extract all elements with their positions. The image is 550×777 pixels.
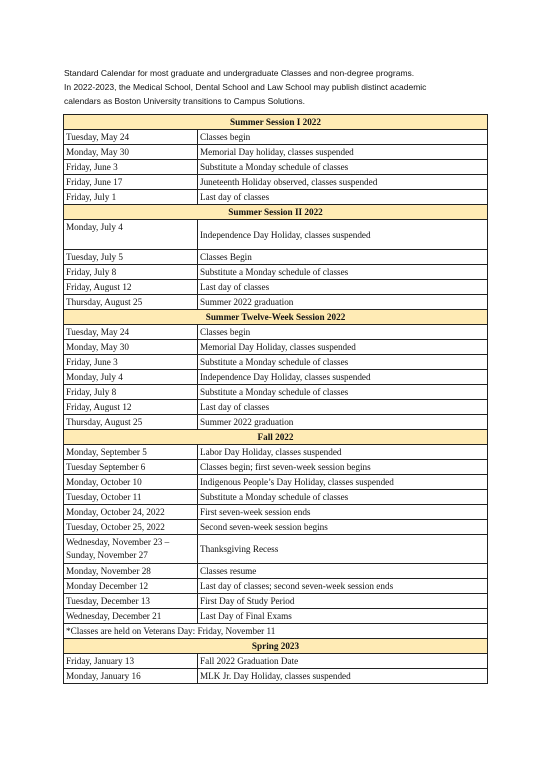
event-cell: First Day of Study Period — [198, 594, 488, 609]
calendar-row — [64, 325, 488, 340]
calendar-row — [64, 564, 488, 579]
date-cell: Thursday, August 25 — [64, 295, 198, 310]
date-cell: Friday, January 13 — [64, 654, 198, 669]
event-cell: Memorial Day Holiday, classes suspended — [198, 340, 488, 355]
date-cell: Thursday, August 25 — [64, 415, 198, 430]
event-cell: Substitute a Monday schedule of classes — [198, 160, 488, 175]
calendar-row — [64, 460, 488, 475]
date-cell: Monday, October 24, 2022 — [64, 505, 198, 520]
event-cell: Last Day of Final Exams — [198, 609, 488, 624]
section-title: Spring 2023 — [64, 639, 488, 654]
date-cell: Monday, July 4 — [64, 220, 198, 250]
date-cell: Tuesday, October 25, 2022 — [64, 520, 198, 535]
event-cell: Second seven-week session begins — [198, 520, 488, 535]
calendar-row — [64, 370, 488, 385]
calendar-row — [64, 265, 488, 280]
calendar-row — [64, 475, 488, 490]
date-cell: Friday, August 12 — [64, 400, 198, 415]
section-title: Summer Session I 2022 — [64, 115, 488, 130]
calendar-row — [64, 445, 488, 460]
veterans-day-note: *Classes are held on Veterans Day: Friday, November 11 — [64, 624, 488, 639]
calendar-row — [64, 579, 488, 594]
date-cell: Friday, August 12 — [64, 280, 198, 295]
event-cell: Classes Begin — [198, 250, 488, 265]
section-header-summer-twelve-week — [64, 310, 488, 325]
section-title: Summer Session II 2022 — [64, 205, 488, 220]
calendar-row — [64, 145, 488, 160]
calendar-row — [64, 654, 488, 669]
event-cell: Substitute a Monday schedule of classes — [198, 265, 488, 280]
calendar-row — [64, 160, 488, 175]
event-cell: Thanksgiving Recess — [198, 535, 488, 564]
calendar-row — [64, 340, 488, 355]
date-cell: Monday December 12 — [64, 579, 198, 594]
event-cell: Labor Day Holiday, classes suspended — [198, 445, 488, 460]
date-cell: Tuesday, July 5 — [64, 250, 198, 265]
calendar-row — [64, 130, 488, 145]
event-cell: Substitute a Monday schedule of classes — [198, 490, 488, 505]
date-cell: Monday, November 28 — [64, 564, 198, 579]
event-cell: Last day of classes — [198, 190, 488, 205]
intro-line: In 2022-2023, the Medical School, Dental School and Law School may publish distinct academic — [64, 82, 427, 92]
event-cell: Substitute a Monday schedule of classes — [198, 355, 488, 370]
section-header-spring — [64, 639, 488, 654]
section-header-summer-2 — [64, 205, 488, 220]
date-cell: Wednesday, November 23 – Sunday, November 27 — [64, 535, 198, 564]
section-title: Fall 2022 — [64, 430, 488, 445]
calendar-row — [64, 669, 488, 684]
event-cell: Juneteenth Holiday observed, classes suspended — [198, 175, 488, 190]
calendar-row — [64, 385, 488, 400]
event-cell: Last day of classes — [198, 280, 488, 295]
calendar-row — [64, 520, 488, 535]
date-cell: Monday, January 16 — [64, 669, 198, 684]
event-cell: MLK Jr. Day Holiday, classes suspended — [198, 669, 488, 684]
date-cell: Monday, May 30 — [64, 340, 198, 355]
event-cell: Indigenous People’s Day Holiday, classes suspended — [198, 475, 488, 490]
calendar-row — [64, 490, 488, 505]
calendar-row — [64, 415, 488, 430]
intro-line: calendars as Boston University transitions to Campus Solutions. — [64, 96, 305, 106]
event-cell: Last day of classes — [198, 400, 488, 415]
date-cell: Monday, October 10 — [64, 475, 198, 490]
calendar-row — [64, 594, 488, 609]
calendar-row — [64, 295, 488, 310]
calendar-row — [64, 535, 488, 564]
date-cell: Tuesday, December 13 — [64, 594, 198, 609]
section-header-fall — [64, 430, 488, 445]
date-cell: Friday, June 3 — [64, 160, 198, 175]
section-title: Summer Twelve-Week Session 2022 — [64, 310, 488, 325]
calendar-row — [64, 280, 488, 295]
calendar-row — [64, 175, 488, 190]
date-cell: Friday, July 8 — [64, 385, 198, 400]
event-cell: Last day of classes; second seven-week session ends — [198, 579, 488, 594]
date-cell: Monday, July 4 — [64, 370, 198, 385]
date-cell: Friday, July 1 — [64, 190, 198, 205]
date-cell: Tuesday, May 24 — [64, 130, 198, 145]
event-cell: Classes begin — [198, 325, 488, 340]
event-cell: First seven-week session ends — [198, 505, 488, 520]
section-header-summer-1 — [64, 115, 488, 130]
event-cell: Classes resume — [198, 564, 488, 579]
event-cell: Independence Day Holiday, classes suspended — [198, 370, 488, 385]
date-cell: Friday, June 3 — [64, 355, 198, 370]
event-cell: Fall 2022 Graduation Date — [198, 654, 488, 669]
event-cell: Summer 2022 graduation — [198, 415, 488, 430]
date-cell: Friday, July 8 — [64, 265, 198, 280]
date-cell: Tuesday, October 11 — [64, 490, 198, 505]
calendar-row — [64, 400, 488, 415]
calendar-row — [64, 505, 488, 520]
calendar-row — [64, 355, 488, 370]
calendar-row — [64, 190, 488, 205]
calendar-row — [64, 250, 488, 265]
date-cell: Tuesday September 6 — [64, 460, 198, 475]
event-cell: Independence Day Holiday, classes suspended — [198, 220, 488, 250]
date-cell: Monday, May 30 — [64, 145, 198, 160]
date-cell: Friday, June 17 — [64, 175, 198, 190]
event-cell: Memorial Day holiday, classes suspended — [198, 145, 488, 160]
calendar-row — [64, 609, 488, 624]
date-cell: Tuesday, May 24 — [64, 325, 198, 340]
event-cell: Summer 2022 graduation — [198, 295, 488, 310]
intro-line: Standard Calendar for most graduate and undergraduate Classes and non-degree programs. — [64, 68, 415, 78]
date-cell: Monday, September 5 — [64, 445, 198, 460]
event-cell: Classes begin; first seven-week session begins — [198, 460, 488, 475]
academic-calendar-table — [63, 114, 488, 684]
calendar-row — [64, 220, 488, 250]
intro-text — [64, 66, 494, 108]
date-cell: Wednesday, December 21 — [64, 609, 198, 624]
fall-note-row — [64, 624, 488, 639]
event-cell: Substitute a Monday schedule of classes — [198, 385, 488, 400]
event-cell: Classes begin — [198, 130, 488, 145]
